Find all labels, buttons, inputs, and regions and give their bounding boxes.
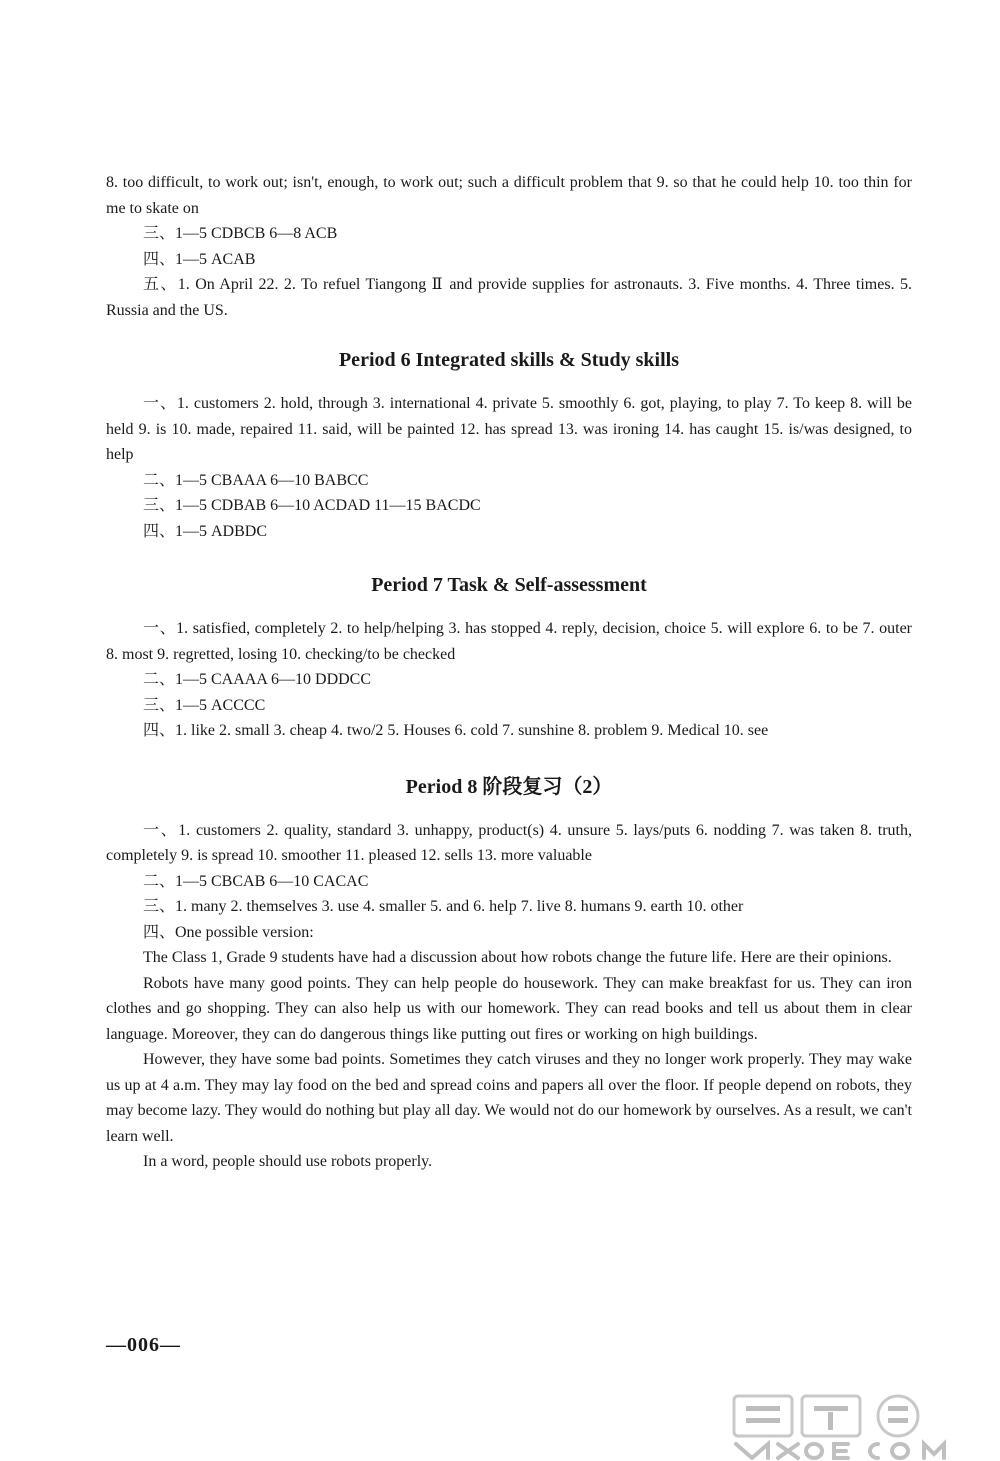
period7-section4: 四、1. like 2. small 3. cheap 4. two/2 5. Houses 6. cold 7. sunshine 8. problem 9. Medical 10. see	[143, 722, 769, 739]
period6-section3: 三、1—5 CDBAB 6—10 ACDAD 11—15 BACDC	[143, 497, 481, 514]
period7-section3: 三、1—5 ACCCC	[143, 696, 266, 714]
period6-heading: Period 6 Integrated skills & Study skills	[338, 349, 680, 371]
essay-paragraph-1: The Class 1, Grade 9 students have had a discussion about how robots change the future life. Here are their opinions.	[143, 949, 892, 966]
period8-section2: 二、1—5 CBCAB 6—10 CACAC	[143, 872, 369, 890]
answer-line-section4: 四、1—5 ACAB	[143, 250, 256, 268]
period8-heading: Period 8 阶段复习（2）	[405, 775, 613, 798]
answer-line-section5: 五、1. On April 22. 2. To refuel Tiangong Ⅱ and provide supplies for astronauts. 3. Five months. 4. Three times. 5. Russia and the US.	[106, 276, 912, 319]
period8-section3: 三、1. many 2. themselves 3. use 4. smaller 5. and 6. help 7. live 8. humans 9. earth 10. other	[143, 898, 744, 915]
essay-paragraph-3: However, they have some bad points. Sometimes they catch viruses and they no longer work properly. They may wake us up at 4 a.m. They may lay food on the bed and spread coins and papers all over the floor. If people depend on robots, they may become lazy. They would do nothing but play all day. We would not do our homework by ourselves. As a result, we can't learn well.	[106, 1051, 912, 1145]
period8-section1: 一、1. customers 2. quality, standard 3. unhappy, product(s) 4. unsure 5. lays/puts 6. nodding 7. was taken 8. truth, completely 9. is spread 10. smoother 11. pleased 12. sells 13. more valuable	[106, 821, 912, 864]
period7-section1: 一、1. satisfied, completely 2. to help/helping 3. has stopped 4. reply, decision, choice 5. will explore 6. to be 7. outer 8. most 9. regretted, losing 10. checking/to be checked	[106, 620, 912, 663]
period6-section4: 四、1—5 ADBDC	[143, 522, 268, 540]
period6-section1: 一、1. customers 2. hold, through 3. international 4. private 5. smoothly 6. got, playing, to play 7. To keep 8. will be held 9. is 10. made, repaired 11. said, will be painted 12. has spread 13. was ironing 14. has caught 15. is/was designed, to help	[106, 395, 912, 463]
essay-paragraph-2: Robots have many good points. They can help people do housework. They can make breakfast for us. They can iron clothes and go shopping. They can also help us with our homework. They can read books and tell us about them in clear language. Moreover, they can do dangerous things like putting out fires or working on high buildings.	[106, 974, 912, 1043]
answer-line-8-10: 8. too difficult, to work out; isn't, enough, to work out; such a difficult problem that 9. so that he could help 10. too thin for me to skate on	[106, 174, 912, 217]
period6-section2: 二、1—5 CBAAA 6—10 BABCC	[143, 471, 369, 489]
period7-heading: Period 7 Task & Self-assessment	[371, 574, 647, 596]
answer-page	[106, 170, 912, 1175]
essay-paragraph-4: In a word, people should use robots properly.	[143, 1153, 433, 1170]
period7-section2: 二、1—5 CAAAA 6—10 DDDCC	[143, 671, 372, 688]
period8-section4: 四、One possible version:	[143, 923, 314, 941]
mxqe-watermark-logo	[728, 1392, 990, 1460]
answer-line-section3: 三、1—5 CDBCB 6—8 ACB	[143, 225, 338, 242]
page-number: —006—	[106, 1334, 181, 1356]
